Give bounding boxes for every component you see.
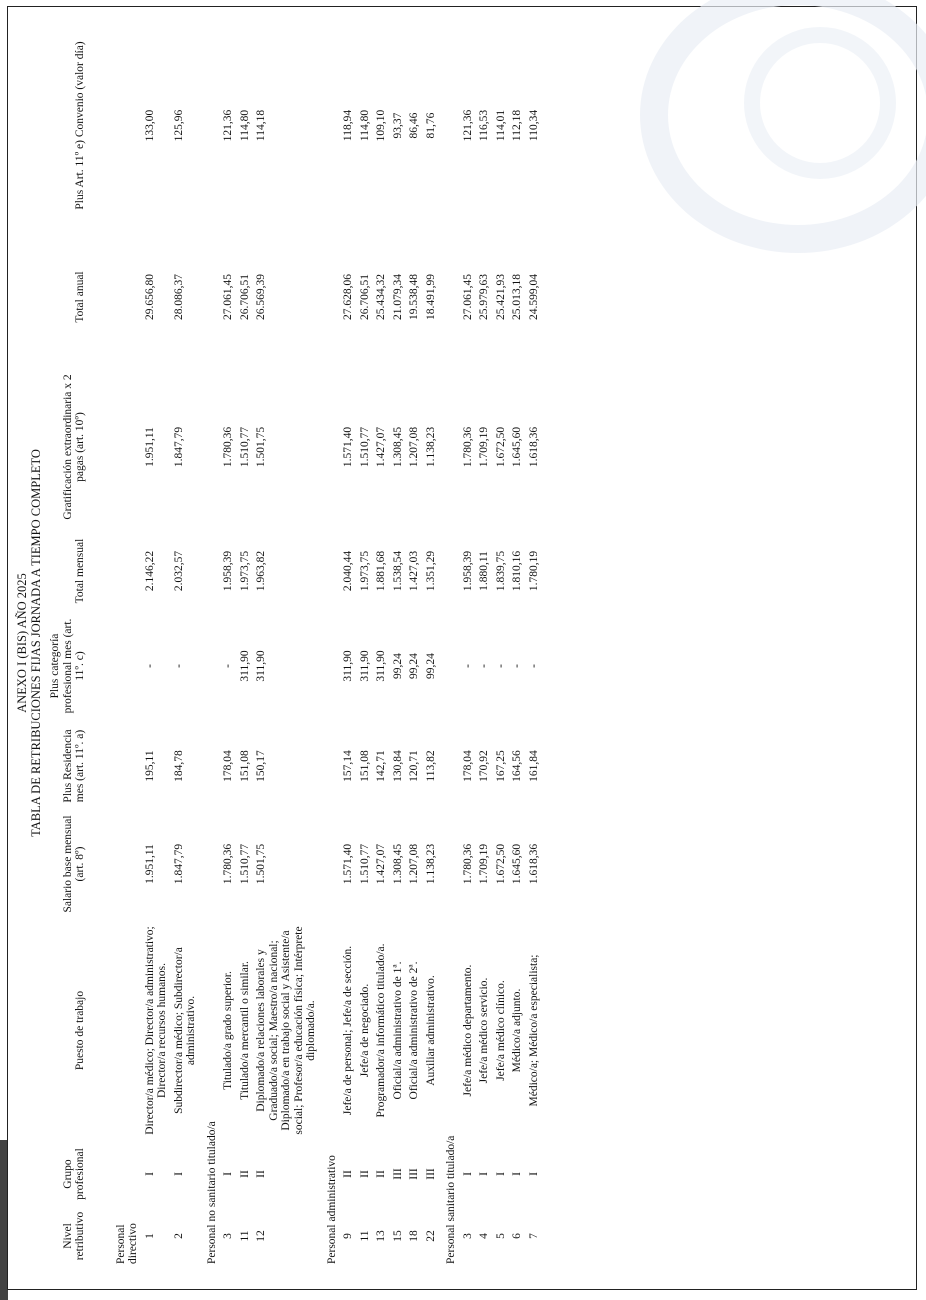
cell-nivel: 4 — [478, 1233, 490, 1239]
cell-grupo: I — [478, 1172, 490, 1176]
cell-total-mensual: 1.780,19 — [527, 550, 540, 592]
cell-puesto: Médico/a; Médico/a especialista; — [527, 954, 540, 1107]
cell-total-mensual: 1.351,29 — [424, 550, 437, 592]
cell-total-mensual: 1.973,75 — [358, 550, 371, 592]
cell-grupo: II — [342, 1170, 354, 1178]
salary-table — [47, 19, 542, 1267]
cell-plus: 112,18 — [511, 109, 523, 142]
cell-puesto: Diplomado/a relaciones laborales y Graduado/a social; Maestro/a nacional; Diplomado/a en trabajo social y Asistente/a social; Profesor/a educación física; Intérprete diplomado/a. — [255, 926, 317, 1135]
cell-puesto: Jefe/a médico departamento. — [461, 964, 474, 1097]
cell-residencia: 184,78 — [172, 750, 185, 782]
cell-salario: 1.709,19 — [478, 843, 490, 885]
cell-total-mensual: 1.427,03 — [408, 550, 420, 592]
cell-plus: 116,53 — [478, 109, 490, 142]
cell-total-anual: 28.086,37 — [172, 274, 185, 320]
cell-plus: 114,80 — [238, 109, 251, 142]
table-row — [237, 19, 254, 1267]
cell-salario: 1.618,36 — [527, 843, 540, 885]
cell-total-anual: 29.656,80 — [143, 274, 156, 320]
table-row — [493, 19, 510, 1267]
cell-nivel: 6 — [511, 1233, 523, 1239]
table-row — [509, 19, 526, 1267]
cell-grupo: I — [461, 1172, 474, 1176]
cell-nivel: 13 — [375, 1230, 387, 1242]
section-label: Personal sanitario titulado/a — [445, 1135, 457, 1264]
col-residencia: Plus Residencia mes (art. 11º. a) — [61, 729, 86, 803]
cell-plus: 114,80 — [358, 109, 371, 142]
cell-residencia: 142,71 — [375, 750, 387, 782]
cell-total-anual: 27.628,06 — [342, 274, 354, 320]
cell-grupo: III — [391, 1168, 404, 1180]
cell-residencia: 113,82 — [424, 750, 437, 782]
col-total-anual: Total anual — [74, 271, 86, 323]
cell-gratificacion: 1.645,60 — [511, 426, 523, 468]
cell-plus: 110,34 — [527, 109, 540, 142]
cell-residencia: 195,11 — [143, 750, 156, 782]
cell-plus: 121,36 — [222, 109, 234, 142]
cell-nivel: 2 — [172, 1233, 185, 1239]
cell-nivel: 11 — [358, 1230, 371, 1242]
cell-plus: 125,96 — [172, 109, 185, 142]
table-row — [340, 19, 357, 1267]
cell-puesto: Oficial/a administrativo de 1ª. — [391, 961, 404, 1100]
cell-nivel: 3 — [461, 1233, 474, 1239]
cell-puesto: Director/a médico; Director/a administrativo; Director/a recursos humanos. — [143, 926, 168, 1135]
cell-salario: 1.645,60 — [511, 843, 523, 885]
cell-gratificacion: 1.138,23 — [424, 426, 437, 468]
section-row — [109, 19, 142, 1267]
table-row — [476, 19, 493, 1267]
cell-categoria: - — [494, 664, 507, 668]
caption — [15, 19, 43, 1267]
cell-plus: 93,37 — [391, 112, 404, 139]
cell-categoria: - — [511, 664, 523, 668]
cell-salario: 1.951,11 — [143, 844, 156, 884]
cell-salario: 1.510,77 — [358, 843, 371, 885]
cell-residencia: 164,56 — [511, 750, 523, 782]
cell-puesto: Programador/a informático titulado/a. — [375, 943, 387, 1118]
cell-salario: 1.501,75 — [255, 843, 267, 885]
table-row — [423, 19, 440, 1267]
cell-puesto: Oficial/a administrativo de 2ª. — [408, 961, 420, 1100]
cell-residencia: 151,08 — [238, 750, 251, 782]
section-row — [439, 19, 460, 1267]
cell-puesto: Jefe/a médico servicio. — [478, 977, 490, 1084]
cell-grupo: II — [238, 1170, 251, 1178]
cell-gratificacion: 1.780,36 — [222, 426, 234, 468]
cell-categoria: 99,24 — [408, 653, 420, 679]
cell-nivel: 7 — [527, 1233, 540, 1239]
cell-total-anual: 19.538,48 — [408, 274, 420, 320]
rotated-page-content — [15, 19, 895, 1267]
cell-plus: 114,18 — [255, 109, 267, 142]
cell-salario: 1.427,07 — [375, 843, 387, 885]
cell-residencia: 130,84 — [391, 750, 404, 782]
cell-total-mensual: 1.538,54 — [391, 550, 404, 592]
cell-salario: 1.510,77 — [238, 843, 251, 885]
cell-categoria: - — [222, 664, 234, 668]
cell-total-mensual: 1.958,39 — [222, 550, 234, 592]
cell-nivel: 11 — [238, 1230, 251, 1242]
cell-categoria: 311,90 — [255, 650, 267, 682]
cell-total-anual: 25.434,32 — [375, 274, 387, 320]
table-row — [390, 19, 407, 1267]
cell-gratificacion: 1.780,36 — [461, 426, 474, 468]
cell-gratificacion: 1.510,77 — [238, 426, 251, 468]
cell-salario: 1.571,40 — [342, 843, 354, 885]
cell-total-mensual: 2.146,22 — [143, 550, 156, 592]
cell-total-anual: 25.421,93 — [494, 274, 507, 320]
cell-plus: 81,76 — [424, 112, 437, 139]
cell-gratificacion: 1.510,77 — [358, 426, 371, 468]
side-barcode — [0, 1140, 8, 1300]
cell-grupo: I — [143, 1172, 156, 1176]
cell-gratificacion: 1.847,79 — [172, 426, 185, 468]
section-label: Personal administrativo — [325, 1155, 338, 1264]
cell-total-anual: 18.491,99 — [424, 274, 437, 320]
cell-plus: 109,10 — [375, 109, 387, 142]
cell-total-mensual: 1.958,39 — [461, 550, 474, 592]
cell-puesto: Auxiliar administrativo. — [424, 975, 437, 1086]
cell-grupo: I — [494, 1172, 507, 1176]
table-row — [171, 19, 200, 1267]
cell-residencia: 167,25 — [494, 750, 507, 782]
cell-total-anual: 24.599,04 — [527, 274, 540, 320]
cell-grupo: II — [358, 1170, 371, 1178]
cell-salario: 1.672,50 — [494, 843, 507, 885]
cell-gratificacion: 1.672,50 — [494, 426, 507, 468]
table-row — [253, 19, 320, 1267]
cell-total-anual: 26.569,39 — [255, 274, 267, 320]
section-label: Personal no sanitario titulado/a — [205, 1121, 218, 1264]
annex-title: ANEXO I (BIS) AÑO 2025 — [15, 573, 29, 713]
cell-gratificacion: 1.501,75 — [255, 426, 267, 468]
cell-categoria: 99,24 — [391, 653, 404, 679]
cell-total-anual: 25.979,63 — [478, 274, 490, 320]
cell-gratificacion: 1.427,07 — [375, 426, 387, 468]
cell-gratificacion: 1.571,40 — [342, 426, 354, 468]
cell-plus: 121,36 — [461, 109, 474, 142]
cell-total-mensual: 1.881,68 — [375, 550, 387, 592]
cell-nivel: 5 — [494, 1233, 507, 1239]
cell-puesto: Titulado/a grado superior. — [222, 971, 234, 1090]
cell-total-anual: 26.706,51 — [358, 274, 371, 320]
cell-grupo: III — [408, 1168, 420, 1180]
cell-salario: 1.138,23 — [424, 843, 437, 885]
cell-salario: 1.780,36 — [222, 843, 234, 885]
table-row — [460, 19, 477, 1267]
cell-grupo: I — [222, 1172, 234, 1176]
col-salario: Salario base mensual (art. 8º) — [61, 815, 86, 913]
col-categoria: Plus categoría profesional mes (art. 11º. c) — [49, 618, 86, 714]
cell-total-mensual: 2.032,57 — [172, 550, 185, 592]
cell-total-anual: 27.061,45 — [461, 274, 474, 320]
cell-gratificacion: 1.951,11 — [143, 427, 156, 467]
cell-puesto: Subdirector/a médico; Subdirector/a administrativo. — [172, 947, 197, 1114]
table-row — [357, 19, 374, 1267]
section-label: Personal directivo — [114, 1223, 139, 1264]
cell-categoria: 311,90 — [342, 650, 354, 682]
cell-total-mensual: 1.839,75 — [494, 550, 507, 592]
cell-gratificacion: 1.308,45 — [391, 426, 404, 468]
table-row — [526, 19, 543, 1267]
cell-nivel: 3 — [222, 1233, 234, 1239]
cell-residencia: 150,17 — [255, 750, 267, 782]
cell-plus: 86,46 — [408, 112, 420, 139]
col-grupo: Grupo profesional — [61, 1148, 86, 1200]
cell-total-anual: 26.706,51 — [238, 274, 251, 320]
cell-nivel: 9 — [342, 1233, 354, 1239]
cell-gratificacion: 1.207,08 — [408, 426, 420, 468]
cell-total-anual: 27.061,45 — [222, 274, 234, 320]
cell-residencia: 157,14 — [342, 750, 354, 782]
cell-gratificacion: 1.618,36 — [527, 426, 540, 468]
cell-categoria: - — [478, 664, 490, 668]
cell-categoria: 311,90 — [238, 650, 251, 682]
cell-nivel: 18 — [408, 1230, 420, 1242]
cell-puesto: Médico/a adjunto. — [511, 988, 523, 1073]
section-row — [200, 19, 221, 1267]
cell-puesto: Jefe/a médico clínico. — [494, 980, 507, 1081]
col-nivel: Nivel retributivo — [61, 1211, 86, 1261]
cell-total-anual: 21.079,34 — [391, 274, 404, 320]
cell-residencia: 178,04 — [461, 750, 474, 782]
cell-residencia: 178,04 — [222, 750, 234, 782]
cell-categoria: 99,24 — [424, 653, 437, 679]
col-total-mensual: Total mensual — [74, 538, 86, 604]
table-row — [373, 19, 390, 1267]
cell-total-anual: 25.013,18 — [511, 274, 523, 320]
cell-puesto: Jefe/a de personal; Jefe/a de sección. — [342, 945, 354, 1116]
col-plus-convenio: Plus Art. 11º e) Convenio (valor día) — [74, 41, 86, 210]
cell-nivel: 1 — [143, 1233, 156, 1239]
cell-grupo: II — [255, 1170, 267, 1178]
cell-total-mensual: 2.040,44 — [342, 550, 354, 592]
cell-grupo: I — [511, 1172, 523, 1176]
cell-grupo: II — [375, 1170, 387, 1178]
col-gratificacion: Gratificación extraordinaria x 2 pagas (art. 10º) — [61, 374, 86, 520]
cell-plus: 114,01 — [494, 109, 507, 142]
cell-gratificacion: 1.709,19 — [478, 426, 490, 468]
cell-residencia: 151,08 — [358, 750, 371, 782]
cell-categoria: 311,90 — [358, 650, 371, 682]
cell-categoria: - — [143, 664, 156, 668]
cell-nivel: 12 — [255, 1230, 267, 1242]
cell-grupo: I — [172, 1172, 185, 1176]
cell-salario: 1.780,36 — [461, 843, 474, 885]
cell-categoria: - — [461, 664, 474, 668]
cell-puesto: Titulado/a mercantil o similar. — [238, 961, 251, 1100]
cell-residencia: 120,71 — [408, 750, 420, 782]
cell-grupo: III — [424, 1168, 437, 1180]
cell-total-mensual: 1.973,75 — [238, 550, 251, 592]
cell-salario: 1.207,08 — [408, 843, 420, 885]
cell-nivel: 15 — [391, 1230, 404, 1242]
cell-nivel: 22 — [424, 1230, 437, 1242]
col-puesto: Puesto de trabajo — [74, 990, 86, 1071]
section-row — [320, 19, 341, 1267]
cell-residencia: 161,84 — [527, 750, 540, 782]
cell-categoria: - — [527, 664, 540, 668]
table-row — [406, 19, 423, 1267]
cell-categoria: 311,90 — [375, 650, 387, 682]
header-row — [47, 19, 109, 1267]
cell-total-mensual: 1.810,16 — [511, 550, 523, 592]
cell-plus: 118,94 — [342, 109, 354, 142]
table-row — [142, 19, 171, 1267]
table-row — [220, 19, 237, 1267]
cell-puesto: Jefe/a de negociado. — [358, 983, 371, 1078]
cell-plus: 133,00 — [143, 109, 156, 142]
cell-total-mensual: 1.963,82 — [255, 550, 267, 592]
cell-total-mensual: 1.880,11 — [478, 551, 490, 591]
table-subtitle: TABLA DE RETRIBUCIONES FIJAS JORNADA A TIEMPO COMPLETO — [29, 449, 43, 837]
cell-residencia: 170,92 — [478, 750, 490, 782]
cell-salario: 1.847,79 — [172, 843, 185, 885]
cell-categoria: - — [172, 664, 185, 668]
cell-salario: 1.308,45 — [391, 843, 404, 885]
cell-grupo: I — [527, 1172, 540, 1176]
